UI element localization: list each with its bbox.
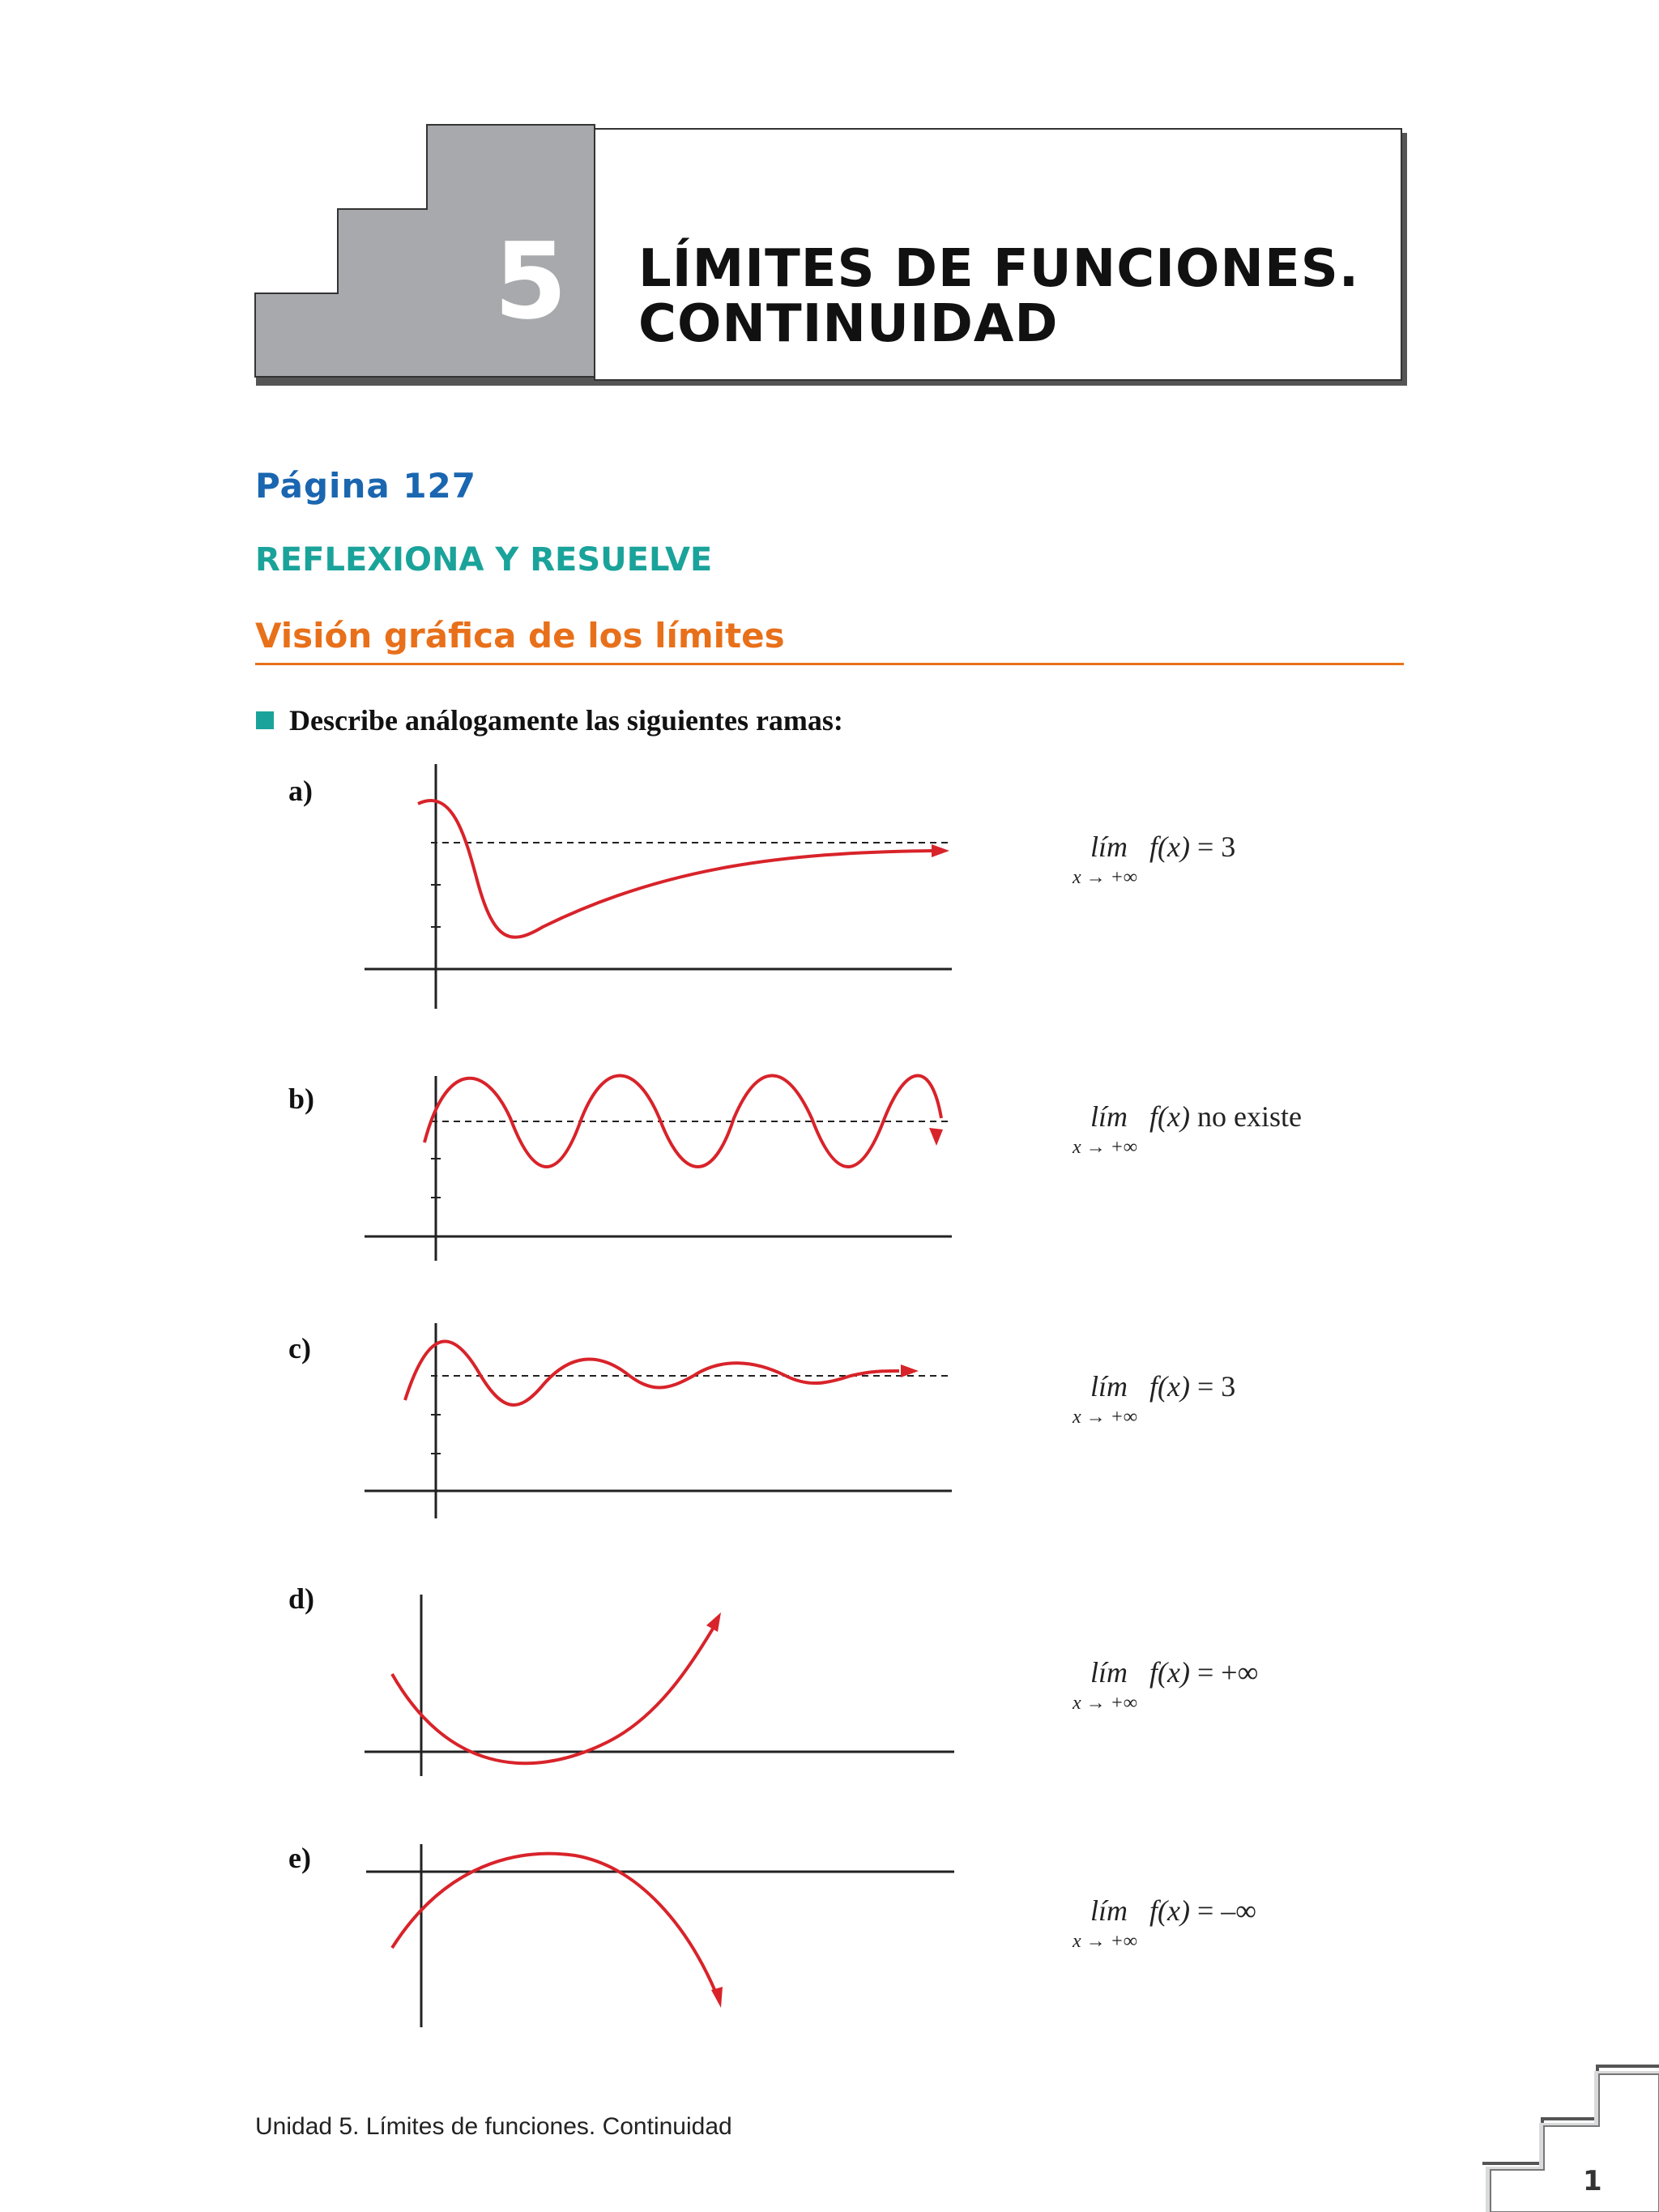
lim-func: f(x) (1149, 1894, 1190, 1927)
lim-subscript: x → +∞ (1073, 1137, 1137, 1158)
lim-subscript: x → +∞ (1073, 1931, 1137, 1952)
lim-subscript: x → +∞ (1073, 1693, 1137, 1714)
limit-a (1073, 830, 1236, 888)
page-footer: Unidad 5. Límites de funciones. Continuidad (255, 2113, 732, 2140)
graph-b (365, 1070, 964, 1264)
lim-word: lím (1090, 1656, 1128, 1689)
bullet-square-icon (256, 711, 274, 729)
graph-a (365, 762, 964, 1013)
lim-value: no existe (1196, 1100, 1302, 1133)
item-label-d: d) (288, 1582, 315, 1615)
graph-c (365, 1321, 964, 1523)
item-label-c: c) (288, 1332, 311, 1364)
chapter-number: 5 (493, 220, 568, 343)
lim-value: = 3 (1196, 831, 1236, 863)
lim-value: = 3 (1196, 1370, 1236, 1403)
graph-d (365, 1588, 964, 1783)
lim-word: lím (1090, 831, 1128, 863)
chapter-title-line1: LÍMITES DE FUNCIONES. (638, 239, 1360, 299)
subsection-rule (255, 663, 1404, 665)
limit-c (1073, 1369, 1236, 1428)
lim-subscript: x → +∞ (1073, 867, 1137, 888)
lim-func: f(x) (1149, 1100, 1190, 1133)
item-label-a: a) (288, 775, 313, 807)
item-label-e: e) (288, 1842, 311, 1874)
limit-d (1073, 1655, 1259, 1714)
lim-func: f(x) (1149, 1370, 1190, 1403)
item-label-b: b) (288, 1083, 315, 1115)
page-number: 1 (1583, 2165, 1602, 2197)
limit-e (1073, 1894, 1256, 1952)
page-reference: Página 127 (255, 466, 476, 506)
chapter-title-line2: CONTINUIDAD (638, 294, 1059, 354)
lim-word: lím (1090, 1370, 1128, 1403)
lim-func: f(x) (1149, 1656, 1190, 1689)
lim-value: = –∞ (1196, 1894, 1256, 1927)
lim-word: lím (1090, 1894, 1128, 1927)
lim-value: = +∞ (1196, 1656, 1259, 1689)
subsection-heading: Visión gráfica de los límites (255, 616, 785, 655)
lim-subscript: x → +∞ (1073, 1407, 1137, 1428)
lim-word: lím (1090, 1100, 1128, 1133)
graph-e (365, 1839, 964, 2034)
corner-stairs-graphic (1474, 2034, 1659, 2212)
section-heading: REFLEXIONA Y RESUELVE (255, 541, 713, 579)
limit-b (1073, 1100, 1302, 1158)
exercise-prompt: Describe análogamente las siguientes ramas: (289, 704, 843, 737)
lim-func: f(x) (1149, 831, 1190, 863)
